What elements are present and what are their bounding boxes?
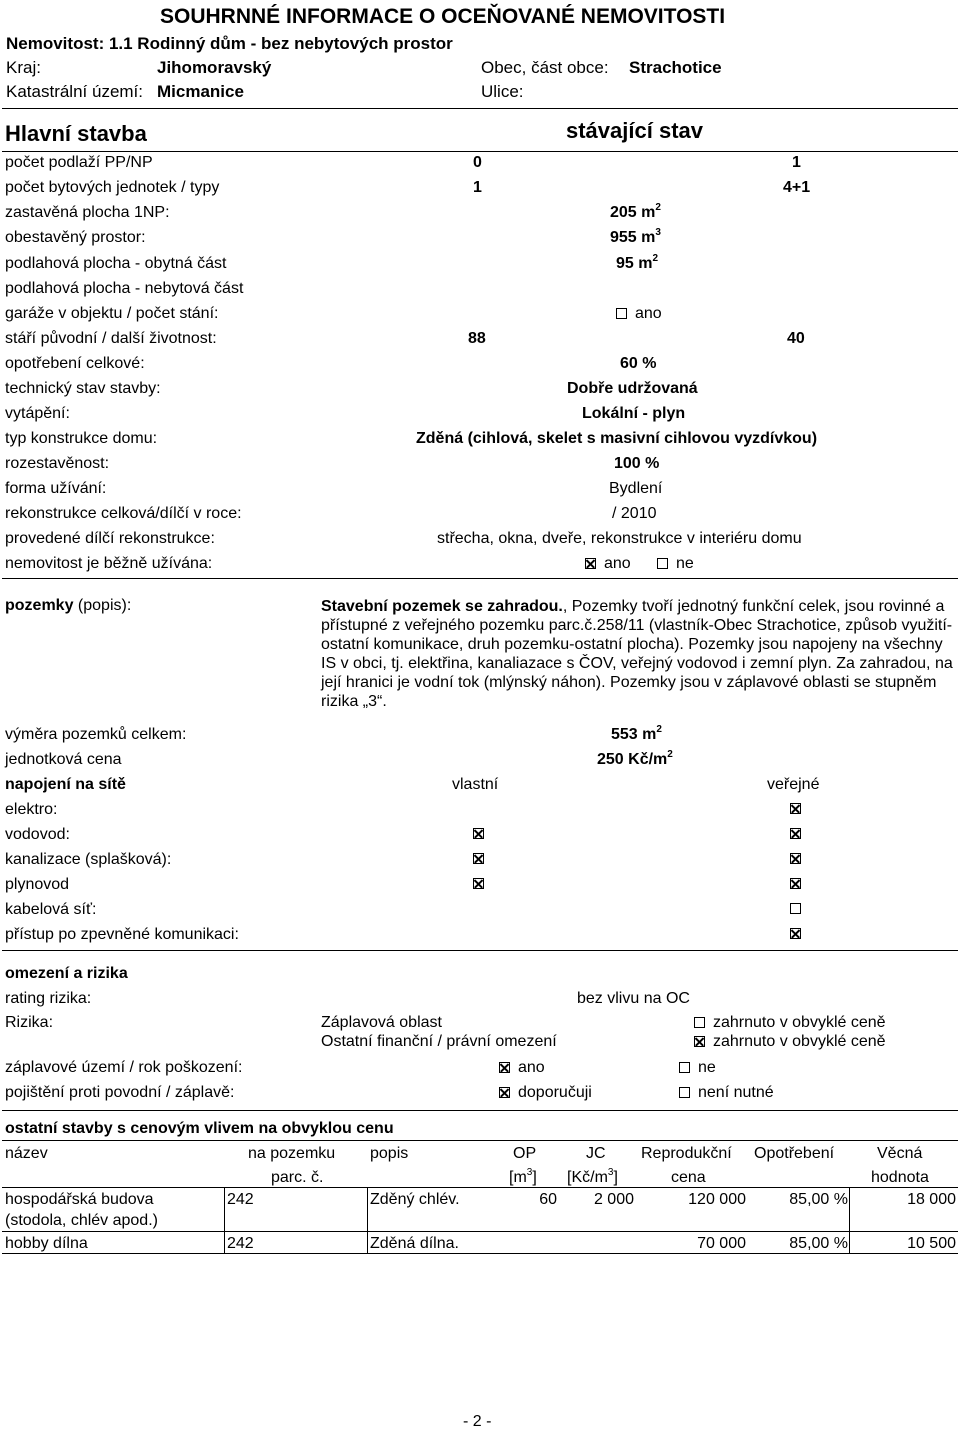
konstrukce-value: Zděná (cihlová, skelet s masivní cihlovou vyzdívkou) [416,430,818,447]
vymera-label: výměra pozemků celkem: [5,726,187,743]
page-number: - 2 - [463,1413,492,1430]
garaze-checkbox[interactable] [616,308,627,319]
technicky-value: Dobře udržovaná [567,380,698,397]
rekonstrukce-label: rekonstrukce celková/dílčí v roce: [5,505,242,522]
col-vec-2: hodnota [871,1169,929,1186]
vymera-value: 553 $m^2$ [611,724,662,743]
garaze-label: garáže v objektu / počet stání: [5,305,219,322]
forma-value: Bydlení [609,480,663,497]
obytna-label: podlahová plocha - obytná část [5,255,227,272]
table-header-border [2,1187,958,1188]
elektro-label: elektro: [5,801,58,818]
rozestavenost-label: rozestavěnost: [5,455,110,472]
ku-value: Micmanice [157,82,244,101]
table-col-divider [367,1187,368,1253]
jednotky-value-1: 1 [473,179,482,196]
divider [2,108,958,109]
vodovod-label: vodovod: [5,826,70,843]
pozemky-description: Stavební pozemek se zahradou., Pozemky tvoří jednotný funkční celek, jsou rovinné a přístupné z veřejného pozemku parc.č.258/11 (vlastník-Obec Strachotice, způsob využití-ostatní komunikace, druh pozemku-ostatní plocha). Pozemky jsou napojeny na všechny IS v obci, tj. elektřina, kanaliazace s ČOV, veřejný vodovod i zemní plyn. Za zahradou, na její hranici je vodní tok (mlýnský náhon). Pozemky jsou v záplavové oblasti se stupněm rizika „3“. [321,598,953,710]
forma-label: forma užívání: [5,480,107,497]
table-row-1-jc: 2 000 [593,1191,634,1208]
riziko-2: Ostatní finanční / právní omezení [321,1033,557,1050]
uzivana-label: nemovitost je běžně užívána: [5,555,213,572]
ostatni-title: ostatní stavby s cenovým vlivem na obvyklou cenu [5,1120,394,1137]
site-col-verejne: veřejné [767,776,820,793]
table-row-1-nazev: hospodářská budova [5,1191,154,1208]
plynovod-label: plynovod [5,876,70,893]
uzivana-yes-checkbox[interactable] [585,558,596,569]
col-rep-1: Reprodukční [641,1145,732,1162]
podlazi-value-2: 1 [792,154,801,171]
table-row-2-popis: Zděná dílna. [370,1235,459,1252]
plynovod-verejne-checkbox[interactable] [790,878,801,889]
pozemky-title: pozemky (popis): [5,597,132,614]
kraj-label: Kraj: [6,58,41,77]
kabelova-label: kabelová síť: [5,901,97,918]
uzivana-no-label: ne [676,555,694,572]
pojisteni-no-checkbox[interactable] [679,1087,690,1098]
divider [2,578,958,579]
uzivana-no-checkbox[interactable] [657,558,668,569]
table-row-1-vec: 18 000 [907,1191,956,1208]
riziko-2-checkbox[interactable] [694,1036,705,1047]
col-rep-2: cena [671,1169,706,1186]
divider [2,950,958,951]
garaze-value: ano [635,305,662,322]
table-row-1-opot: 85,00 % [789,1191,848,1208]
pristup-verejne-checkbox[interactable] [790,928,801,939]
riziko-1-checkbox[interactable] [694,1017,705,1028]
col-op-2: $[m^3]$ [509,1167,537,1186]
kabelova-verejne-checkbox[interactable] [790,903,801,914]
table-row-2-opot: 85,00 % [789,1235,848,1252]
obec-label: Obec, část obce: [481,58,609,77]
col-jc-1: JC [586,1145,606,1162]
podlazi-value-1: 0 [473,154,482,171]
nebytova-label: podlahová plocha - nebytová část [5,280,244,297]
table-row-1-parc: 242 [227,1191,254,1208]
table-row-2-nazev: hobby dílna [5,1235,88,1252]
obytna-value: 95 $m^2$ [616,253,659,272]
col-op-1: OP [513,1145,537,1162]
pristup-label: přístup po zpevněné komunikaci: [5,926,239,943]
table-col-divider [224,1187,225,1253]
cena-label: jednotková cena [5,751,122,768]
table-row-2-parc: 242 [227,1235,254,1252]
col-jc-2: $[Kč/m^3]$ [567,1167,618,1186]
divider [2,1110,958,1111]
state-heading: stávající stav [566,118,703,143]
rating-value: bez vlivu na OC [577,990,690,1007]
opotrebeni-value: 60 % [620,355,657,372]
table-col-divider [849,1187,850,1253]
konstrukce-label: typ konstrukce domu: [5,430,158,447]
col-vec-1: Věcná [877,1145,923,1162]
stari-label: stáří původní / další životnost: [5,330,217,347]
obestaveny-label: obestavěný prostor: [5,229,146,246]
obec-value: Strachotice [629,58,722,77]
riziko-2-status: zahrnuto v obvyklé ceně [713,1033,886,1050]
pojisteni-yes-checkbox[interactable] [499,1087,510,1098]
pojisteni-no-label: není nutné [698,1084,774,1101]
opotrebeni-label: opotřebení celkové: [5,355,145,372]
zaplavove-yes-checkbox[interactable] [499,1062,510,1073]
riziko-1-status: zahrnuto v obvyklé ceně [713,1014,886,1031]
zaplavove-yes-label: ano [518,1059,545,1076]
rizika-label: Rizika: [5,1014,54,1031]
kanalizace-verejne-checkbox[interactable] [790,853,801,864]
table-row-1-popis: Zděný chlév. [370,1191,460,1208]
podlazi-label: počet podlaží PP/NP [5,154,153,171]
dilci-value: střecha, okna, dveře, rekonstrukce v interiéru domu [437,530,802,547]
kanalizace-label: kanalizace (splašková): [5,851,172,868]
zaplavove-no-checkbox[interactable] [679,1062,690,1073]
cena-value: 250 $Kč/m^2$ [597,749,673,768]
plynovod-vlastni-checkbox[interactable] [473,878,484,889]
ulice-label: Ulice: [481,82,524,101]
col-pozemek-2: parc. č. [271,1169,324,1186]
kanalizace-vlastni-checkbox[interactable] [473,853,484,864]
table-row-1-nazev-2: (stodola, chlév apod.) [5,1212,158,1229]
vytapeni-label: vytápění: [5,405,70,422]
rating-label: rating rizika: [5,990,92,1007]
rizika-title: omezení a rizika [5,965,128,982]
dilci-label: provedené dílčí rekonstrukce: [5,530,215,547]
obestaveny-value: 955 $m^3$ [610,227,661,246]
site-title: napojení na sítě [5,776,126,793]
section-title: Hlavní stavba [5,121,147,146]
table-row-border [2,1231,958,1232]
site-col-vlastni: vlastní [452,776,499,793]
col-pozemek-1: na pozemku [248,1145,336,1162]
table-bottom-border [2,1253,958,1254]
property-subtitle: Nemovitost: 1.1 Rodinný dům - bez nebytových prostor [6,34,453,53]
pojisteni-label: pojištění proti povodní / záplavě: [5,1084,235,1101]
col-opotrebeni: Opotřebení [754,1145,835,1162]
technicky-label: technický stav stavby: [5,380,161,397]
pojisteni-yes-label: doporučuji [518,1084,592,1101]
col-nazev: název [5,1145,48,1162]
divider [2,151,958,152]
page-title: SOUHRNNÉ INFORMACE O OCEŇOVANÉ NEMOVITOSTI [160,5,726,28]
table-row-1-op: 60 [539,1191,557,1208]
vodovod-verejne-checkbox[interactable] [790,828,801,839]
rozestavenost-value: 100 % [614,455,660,472]
ku-label: Katastrální území: [6,82,144,101]
col-popis: popis [370,1145,409,1162]
rekonstrukce-value: / 2010 [612,505,657,522]
table-row-2-rep: 70 000 [697,1235,746,1252]
zastavena-label: zastavěná plocha 1NP: [5,204,170,221]
vytapeni-value: Lokální - plyn [582,405,686,422]
elektro-verejne-checkbox[interactable] [790,803,801,814]
jednotky-label: počet bytových jednotek / typy [5,179,220,196]
riziko-1: Záplavová oblast [321,1014,442,1031]
stari-value-2: 40 [787,330,805,347]
kraj-value: Jihomoravský [157,58,272,77]
zaplavove-no-label: ne [698,1059,716,1076]
jednotky-value-2: 4+1 [783,179,811,196]
zastavena-value: 205 $m^2$ [610,202,661,221]
zaplavove-label: záplavové území / rok poškození: [5,1059,243,1076]
table-row-2-vec: 10 500 [907,1235,956,1252]
table-row-1-rep: 120 000 [688,1191,746,1208]
table-top-border [2,1140,958,1141]
uzivana-yes-label: ano [604,555,631,572]
vodovod-vlastni-checkbox[interactable] [473,828,484,839]
stari-value-1: 88 [468,330,486,347]
